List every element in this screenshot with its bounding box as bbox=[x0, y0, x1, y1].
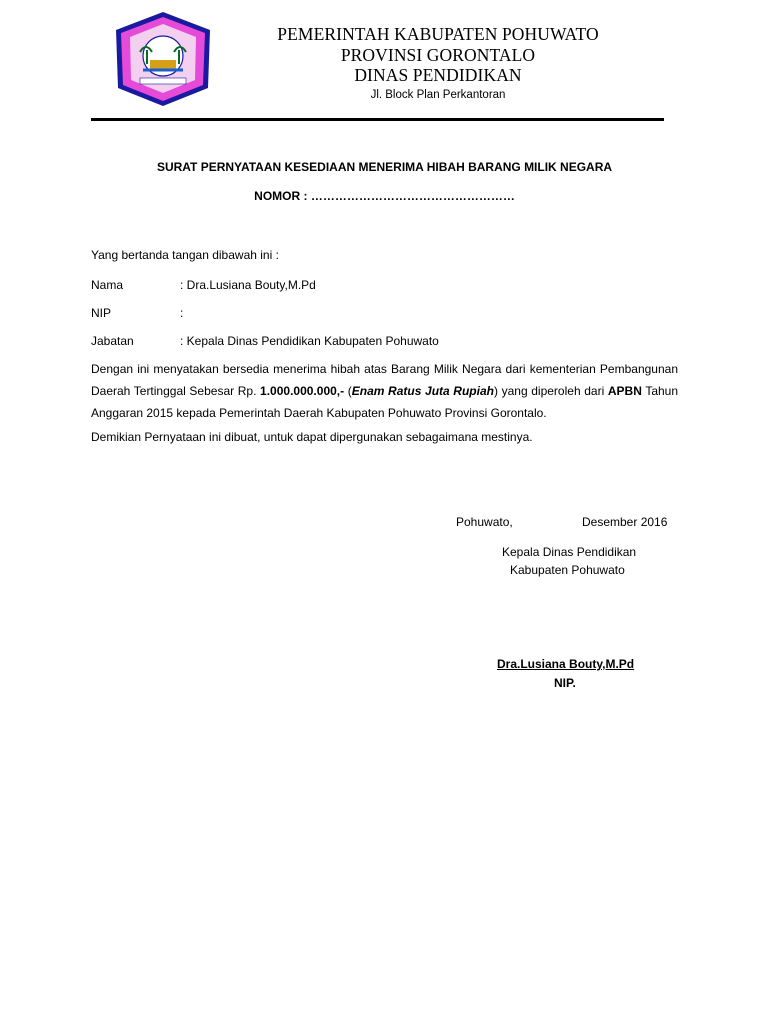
intro-text: Yang bertanda tangan dibawah ini : bbox=[91, 248, 279, 262]
signatory-name: Dra.Lusiana Bouty,M.Pd bbox=[497, 657, 635, 671]
letterhead-divider bbox=[91, 118, 664, 121]
funding-source: APBN bbox=[607, 384, 642, 398]
signature-position-1: Kepala Dinas Pendidikan bbox=[502, 545, 637, 559]
statement-paragraph bbox=[91, 358, 678, 424]
field-label-nip: NIP bbox=[91, 306, 112, 320]
closing-text: Demikian Pernyataan ini dibuat, untuk dapat dipergunakan sebagaimana mestinya. bbox=[91, 430, 533, 444]
letterhead-address: Jl. Block Plan Perkantoran bbox=[370, 88, 506, 101]
letterhead-province: PROVINSI GORONTALO bbox=[340, 44, 536, 65]
signature-date: Desember 2016 bbox=[582, 515, 668, 529]
letterhead-government: PEMERINTAH KABUPATEN POHUWATO bbox=[277, 24, 599, 44]
statement-text-1: Dengan ini menyatakan bersedia menerima hibah atas Barang Milik Negara dari kementerian Pembangunan Daerah Tertinggal Sebesar Rp. bbox=[91, 362, 678, 398]
letterhead bbox=[228, 24, 648, 104]
field-value-jabatan: : Kepala Dinas Pendidikan Kabupaten Pohuwato bbox=[180, 334, 439, 348]
letterhead-office: DINAS PENDIDIKAN bbox=[354, 65, 522, 85]
field-value-nip: : bbox=[180, 306, 184, 320]
field-value-nama: : Dra.Lusiana Bouty,M.Pd bbox=[180, 278, 316, 292]
grant-amount: 1.000.000.000,- bbox=[260, 384, 345, 398]
field-label-nama: Nama bbox=[91, 278, 124, 292]
regency-emblem-logo bbox=[110, 8, 216, 110]
field-label-jabatan: Jabatan bbox=[91, 334, 134, 348]
grant-amount-words: Enam Ratus Juta Rupiah bbox=[351, 384, 494, 398]
signatory-nip: NIP. bbox=[554, 676, 576, 690]
document-number: NOMOR : …………………………………………… bbox=[254, 189, 515, 203]
signature-place: Pohuwato, bbox=[456, 515, 513, 529]
document-title: SURAT PERNYATAAN KESEDIAAN MENERIMA HIBAH BARANG MILIK NEGARA bbox=[156, 160, 613, 174]
statement-text-2: ( bbox=[344, 384, 352, 398]
statement-text-4: Tahun Anggaran 2015 kepada Pemerintah Daerah Kabupaten Pohuwato Provinsi Gorontalo. bbox=[91, 384, 679, 420]
signature-position-2: Kabupaten Pohuwato bbox=[510, 563, 625, 577]
statement-text-3: ) yang diperoleh dari bbox=[493, 384, 608, 398]
